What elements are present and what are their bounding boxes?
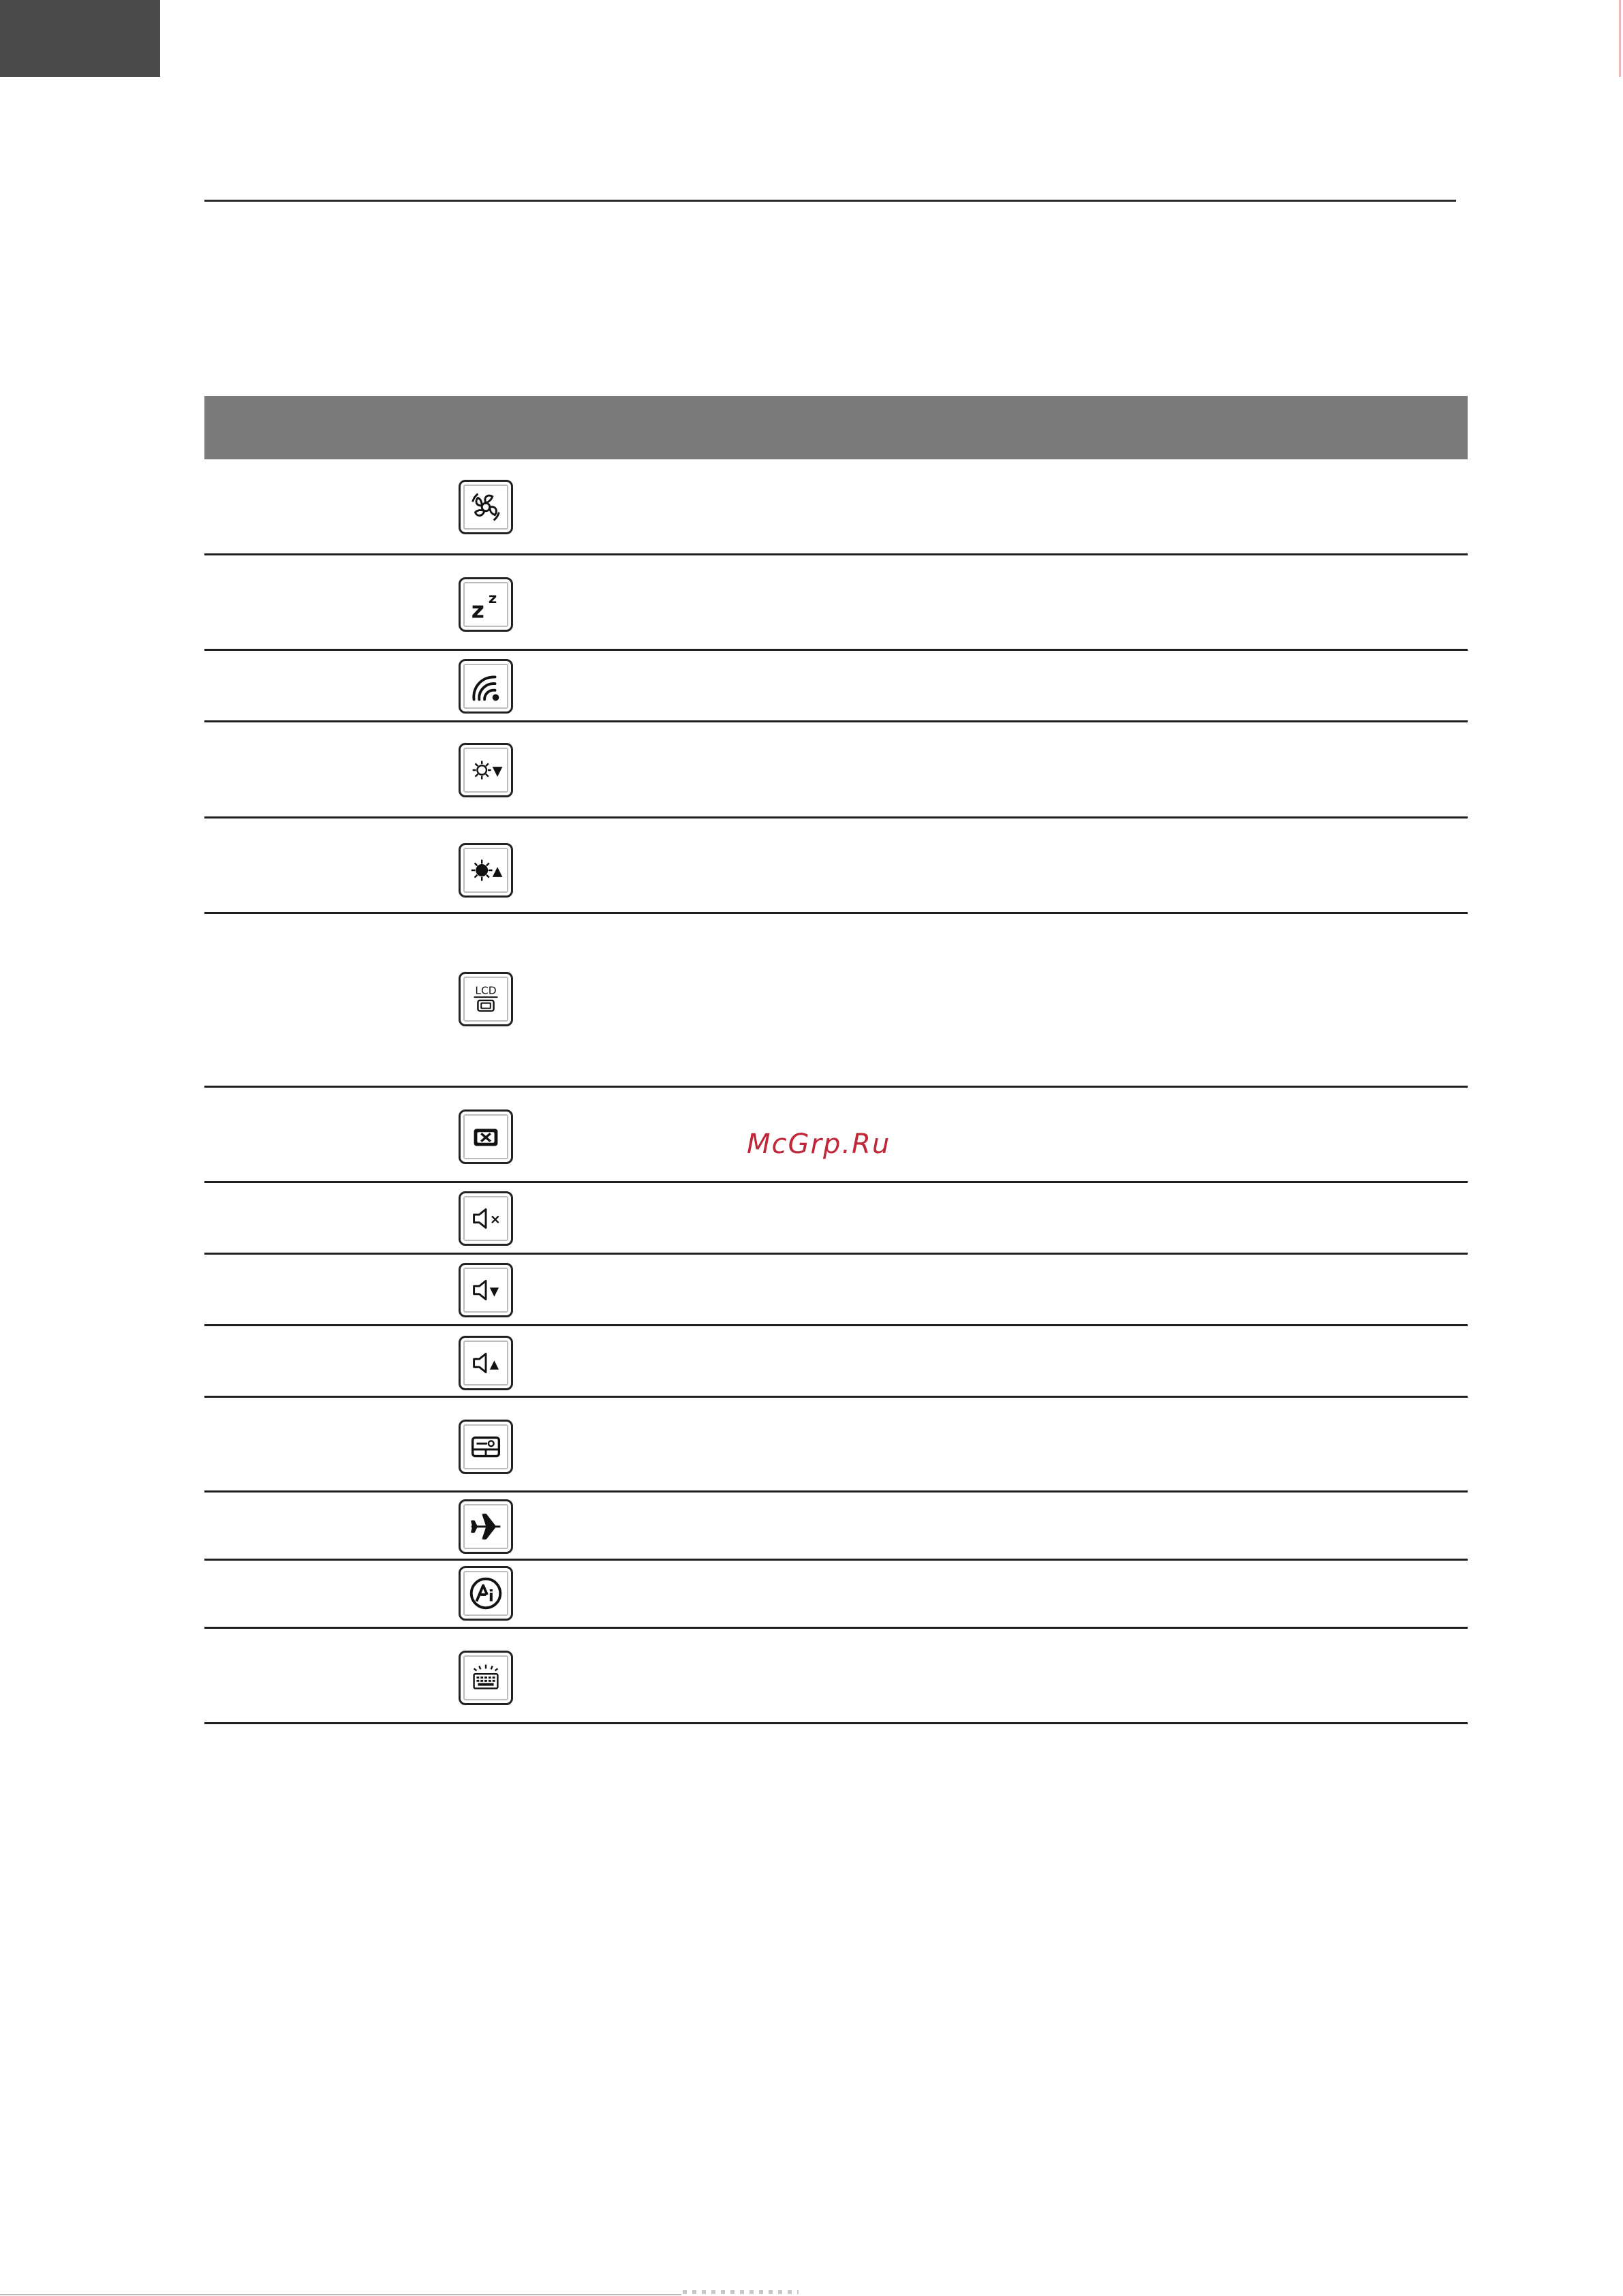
svg-text:z: z (488, 590, 497, 608)
table-header (204, 396, 1468, 459)
table-row (204, 914, 1468, 1088)
hotkey-table (204, 396, 1468, 1724)
volume-down-icon (459, 1263, 513, 1317)
svg-text:▼: ▼ (489, 1285, 499, 1299)
volume-up-icon (459, 1336, 513, 1390)
wireless-icon (459, 659, 513, 714)
table-row (204, 1255, 1468, 1326)
edge-mark (1619, 0, 1621, 77)
table-row (204, 1629, 1468, 1724)
mute-icon (459, 1191, 513, 1246)
title-rule (204, 200, 1456, 202)
table-row (204, 1398, 1468, 1493)
airplane-mode-icon (459, 1499, 513, 1554)
table-row (204, 459, 1468, 555)
table-row (204, 818, 1468, 914)
brightness-up-icon (459, 843, 513, 898)
table-row (204, 555, 1468, 651)
svg-text:z: z (471, 596, 484, 624)
svg-text:▼: ▼ (492, 763, 503, 779)
sleep-icon (459, 577, 513, 632)
svg-text:▲: ▲ (489, 1358, 499, 1372)
svg-text:i: i (488, 1587, 494, 1606)
table-row (204, 722, 1468, 818)
corner-section-tab (0, 0, 160, 77)
fan-icon (459, 480, 513, 534)
table-row (204, 1183, 1468, 1255)
brightness-down-icon (459, 743, 513, 797)
table-row (204, 1493, 1468, 1561)
table-row (204, 1561, 1468, 1629)
svg-text:LCD: LCD (475, 984, 497, 997)
touchpad-toggle-icon (459, 1420, 513, 1474)
display-off-icon (459, 1109, 513, 1164)
watermark-text: McGrp.Ru (747, 1129, 891, 1160)
svg-text:▲: ▲ (492, 863, 503, 879)
keyboard-backlight-icon (459, 1651, 513, 1705)
table-row (204, 1326, 1468, 1398)
lcd-switch-icon (459, 972, 513, 1026)
ai-mode-icon (459, 1566, 513, 1621)
bottom-dots (683, 2290, 799, 2294)
table-row (204, 651, 1468, 722)
bottom-rule (0, 2294, 681, 2295)
svg-text:×: × (489, 1211, 501, 1227)
